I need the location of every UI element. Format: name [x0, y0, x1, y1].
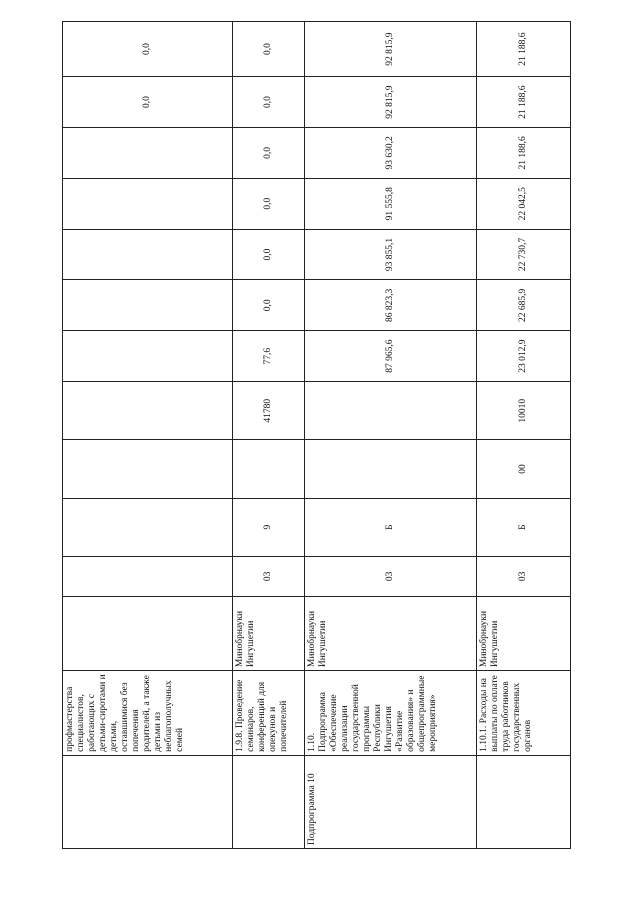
value-cell: 0,0	[233, 178, 305, 229]
code-cell	[63, 556, 233, 596]
value-cell: 93 630,2	[305, 128, 477, 179]
value-cell	[63, 331, 233, 382]
value-cell: 0,0	[233, 128, 305, 179]
table-row	[305, 22, 477, 849]
value-cell: 0,0	[233, 280, 305, 331]
name-cell: 1.10. Подпрограмма «Обеспечение реализации государственной программы Республики Ингушетия «Развитие образования» и общепрограммные мероприятия»	[305, 671, 477, 756]
value-cell: 23 012,9	[477, 331, 571, 382]
code-cell: 9	[233, 498, 305, 556]
budget-table	[62, 21, 571, 849]
name-cell: профмастерства специалистов, работающих с детьми-сиротами и детьми, оставшимися без попечения родителей, а также детьми из неблагополучных семей	[63, 671, 233, 756]
value-cell: 0,0	[63, 22, 233, 77]
code-cell: 03	[477, 556, 571, 596]
agency-cell	[63, 597, 233, 671]
program-cell: Подпрограмма 10	[305, 755, 477, 848]
program-cell	[233, 755, 305, 848]
value-cell: 77,6	[233, 331, 305, 382]
code-cell	[305, 440, 477, 498]
program-cell	[63, 755, 233, 848]
value-cell: 22 042,5	[477, 178, 571, 229]
agency-cell: Минобрнауки Ингушетии	[233, 597, 305, 671]
value-cell: 0,0	[233, 77, 305, 128]
name-cell: 1.10.1. Расходы на выплаты по оплате труда работников государственных органов	[477, 671, 571, 756]
code-cell: Б	[477, 498, 571, 556]
code-cell: 10010	[477, 382, 571, 440]
value-cell	[63, 229, 233, 280]
code-cell	[233, 440, 305, 498]
code-cell	[63, 382, 233, 440]
agency-cell: Минобрнауки Ингушетии	[305, 597, 477, 671]
code-cell	[63, 498, 233, 556]
code-cell	[305, 382, 477, 440]
code-cell: 00	[477, 440, 571, 498]
value-cell: 22 685,9	[477, 280, 571, 331]
table-row	[233, 22, 305, 849]
value-cell: 0,0	[233, 229, 305, 280]
code-cell: 41780	[233, 382, 305, 440]
code-cell: 03	[305, 556, 477, 596]
program-cell	[477, 755, 571, 848]
value-cell: 21 188,6	[477, 22, 571, 77]
value-cell: 21 188,6	[477, 77, 571, 128]
agency-cell: Минобрнауки Ингушетии	[477, 597, 571, 671]
value-cell	[63, 128, 233, 179]
value-cell: 21 188,6	[477, 128, 571, 179]
value-cell: 86 823,3	[305, 280, 477, 331]
value-cell: 93 855,1	[305, 229, 477, 280]
code-cell: 03	[233, 556, 305, 596]
table-row	[63, 22, 233, 849]
code-cell	[63, 440, 233, 498]
value-cell: 92 815,9	[305, 22, 477, 77]
value-cell	[63, 178, 233, 229]
rotated-table-wrapper	[62, 21, 570, 849]
value-cell: 0,0	[233, 22, 305, 77]
code-cell: Б	[305, 498, 477, 556]
value-cell	[63, 280, 233, 331]
table-row	[477, 22, 571, 849]
value-cell: 91 555,8	[305, 178, 477, 229]
value-cell: 22 730,7	[477, 229, 571, 280]
name-cell: 1.9.8. Проведение семинаров, конференций для опекунов и попечителей	[233, 671, 305, 756]
value-cell: 0,0	[63, 77, 233, 128]
value-cell: 87 965,6	[305, 331, 477, 382]
value-cell: 92 815,9	[305, 77, 477, 128]
